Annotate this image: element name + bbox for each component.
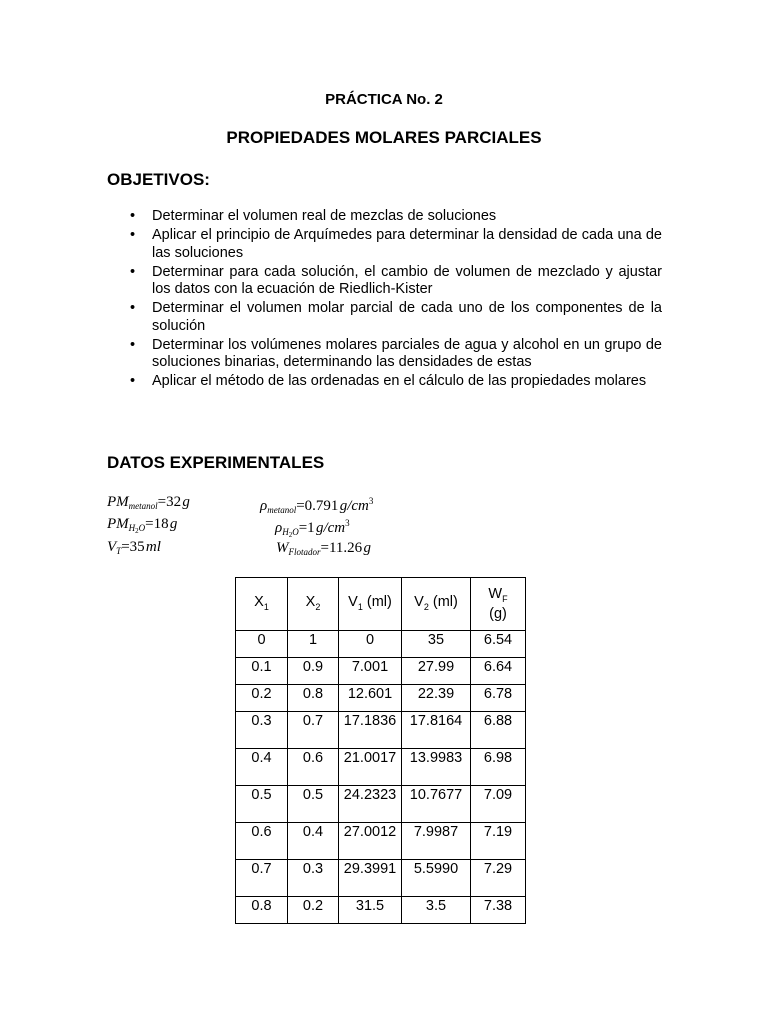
table-row — [236, 860, 526, 897]
practice-number: PRÁCTICA No. 2 — [325, 91, 443, 108]
table-row — [236, 897, 526, 924]
methanol-density: $\rho_{metanol}=0.791$ $g/cm^3$ — [260, 496, 374, 515]
cell-wf: 6.88 — [471, 712, 526, 749]
objectives-list — [107, 208, 662, 392]
cell-wf: 6.54 — [471, 631, 526, 658]
objective-item: • Determinar para cada solución, el cambio de volumen de mezclado y ajustar los datos con la ecuación de Riedlich-Kister — [107, 264, 662, 299]
cell-v1: 7.001 — [339, 658, 402, 685]
water-molar-mass: $PM_{H_2O}=18$ g — [107, 516, 178, 535]
table-row — [236, 658, 526, 685]
objective-item: • Determinar el volumen molar parcial de cada uno de los componentes de la solución — [107, 300, 662, 335]
header-v1: $V_1$ (ml) — [339, 578, 402, 631]
cell-x2: 0.6 — [288, 749, 339, 786]
total-volume: $V_T=35$ ml — [107, 539, 161, 556]
cell-x1: 0.4 — [236, 749, 288, 786]
cell-wf: 7.38 — [471, 897, 526, 924]
cell-x1: 0 — [236, 631, 288, 658]
cell-v2: 27.99 — [402, 658, 471, 685]
header-wf: $W_F$ (g) — [471, 578, 526, 631]
cell-v2: 35 — [402, 631, 471, 658]
objective-item: • Determinar el volumen real de mezclas de soluciones — [107, 208, 662, 226]
cell-v1: 12.601 — [339, 685, 402, 712]
cell-v2: 5.5990 — [402, 860, 471, 897]
cell-x2: 0.7 — [288, 712, 339, 749]
cell-v2: 22.39 — [402, 685, 471, 712]
table-row — [236, 749, 526, 786]
table-row — [236, 631, 526, 658]
cell-v2: 7.9987 — [402, 823, 471, 860]
cell-x1: 0.8 — [236, 897, 288, 924]
cell-v2: 10.7677 — [402, 786, 471, 823]
objective-item: • Aplicar el método de las ordenadas en el cálculo de las propiedades molares — [107, 373, 662, 391]
objective-item: • Aplicar el principio de Arquímedes para determinar la densidad de cada una de las soluciones — [107, 227, 662, 262]
header-x2: $X_2$ — [288, 578, 339, 631]
cell-v2: 3.5 — [402, 897, 471, 924]
cell-x1: 0.1 — [236, 658, 288, 685]
cell-v1: 21.0017 — [339, 749, 402, 786]
cell-v1: 29.3991 — [339, 860, 402, 897]
objective-item: • Determinar los volúmenes molares parciales de agua y alcohol en un grupo de soluciones binarias, determinando las densidades de estas — [107, 337, 662, 372]
header-x1: $X_1$ — [236, 578, 288, 631]
table-header-row — [236, 578, 526, 631]
header-v2: $V_2$ (ml) — [402, 578, 471, 631]
cell-wf: 6.98 — [471, 749, 526, 786]
water-density: $\rho_{H_2O}=1$ $g/cm^3$ — [275, 518, 350, 539]
cell-x2: 0.9 — [288, 658, 339, 685]
float-weight: $W_{Flotador}=11.26$ g — [276, 540, 371, 557]
cell-x2: 0.8 — [288, 685, 339, 712]
cell-v1: 24.2323 — [339, 786, 402, 823]
table-row — [236, 823, 526, 860]
cell-x2: 1 — [288, 631, 339, 658]
cell-x2: 0.3 — [288, 860, 339, 897]
cell-x1: 0.7 — [236, 860, 288, 897]
cell-x2: 0.5 — [288, 786, 339, 823]
cell-x1: 0.5 — [236, 786, 288, 823]
cell-x2: 0.4 — [288, 823, 339, 860]
experimental-data-table — [235, 577, 526, 924]
table-row — [236, 786, 526, 823]
methanol-molar-mass: $PM_{metanol}=32$ g — [107, 494, 190, 511]
cell-v2: 17.8164 — [402, 712, 471, 749]
cell-wf: 7.09 — [471, 786, 526, 823]
objectives-heading: OBJETIVOS: — [107, 170, 210, 189]
cell-x2: 0.2 — [288, 897, 339, 924]
cell-v1: 31.5 — [339, 897, 402, 924]
cell-wf: 6.64 — [471, 658, 526, 685]
cell-wf: 7.19 — [471, 823, 526, 860]
cell-wf: 7.29 — [471, 860, 526, 897]
cell-v1: 27.0012 — [339, 823, 402, 860]
table-row — [236, 712, 526, 749]
cell-wf: 6.78 — [471, 685, 526, 712]
cell-x1: 0.6 — [236, 823, 288, 860]
cell-v1: 0 — [339, 631, 402, 658]
cell-x1: 0.3 — [236, 712, 288, 749]
document-title: PROPIEDADES MOLARES PARCIALES — [226, 128, 542, 147]
experimental-data-heading: DATOS EXPERIMENTALES — [107, 453, 325, 472]
cell-x1: 0.2 — [236, 685, 288, 712]
cell-v1: 17.1836 — [339, 712, 402, 749]
table-row — [236, 685, 526, 712]
cell-v2: 13.9983 — [402, 749, 471, 786]
